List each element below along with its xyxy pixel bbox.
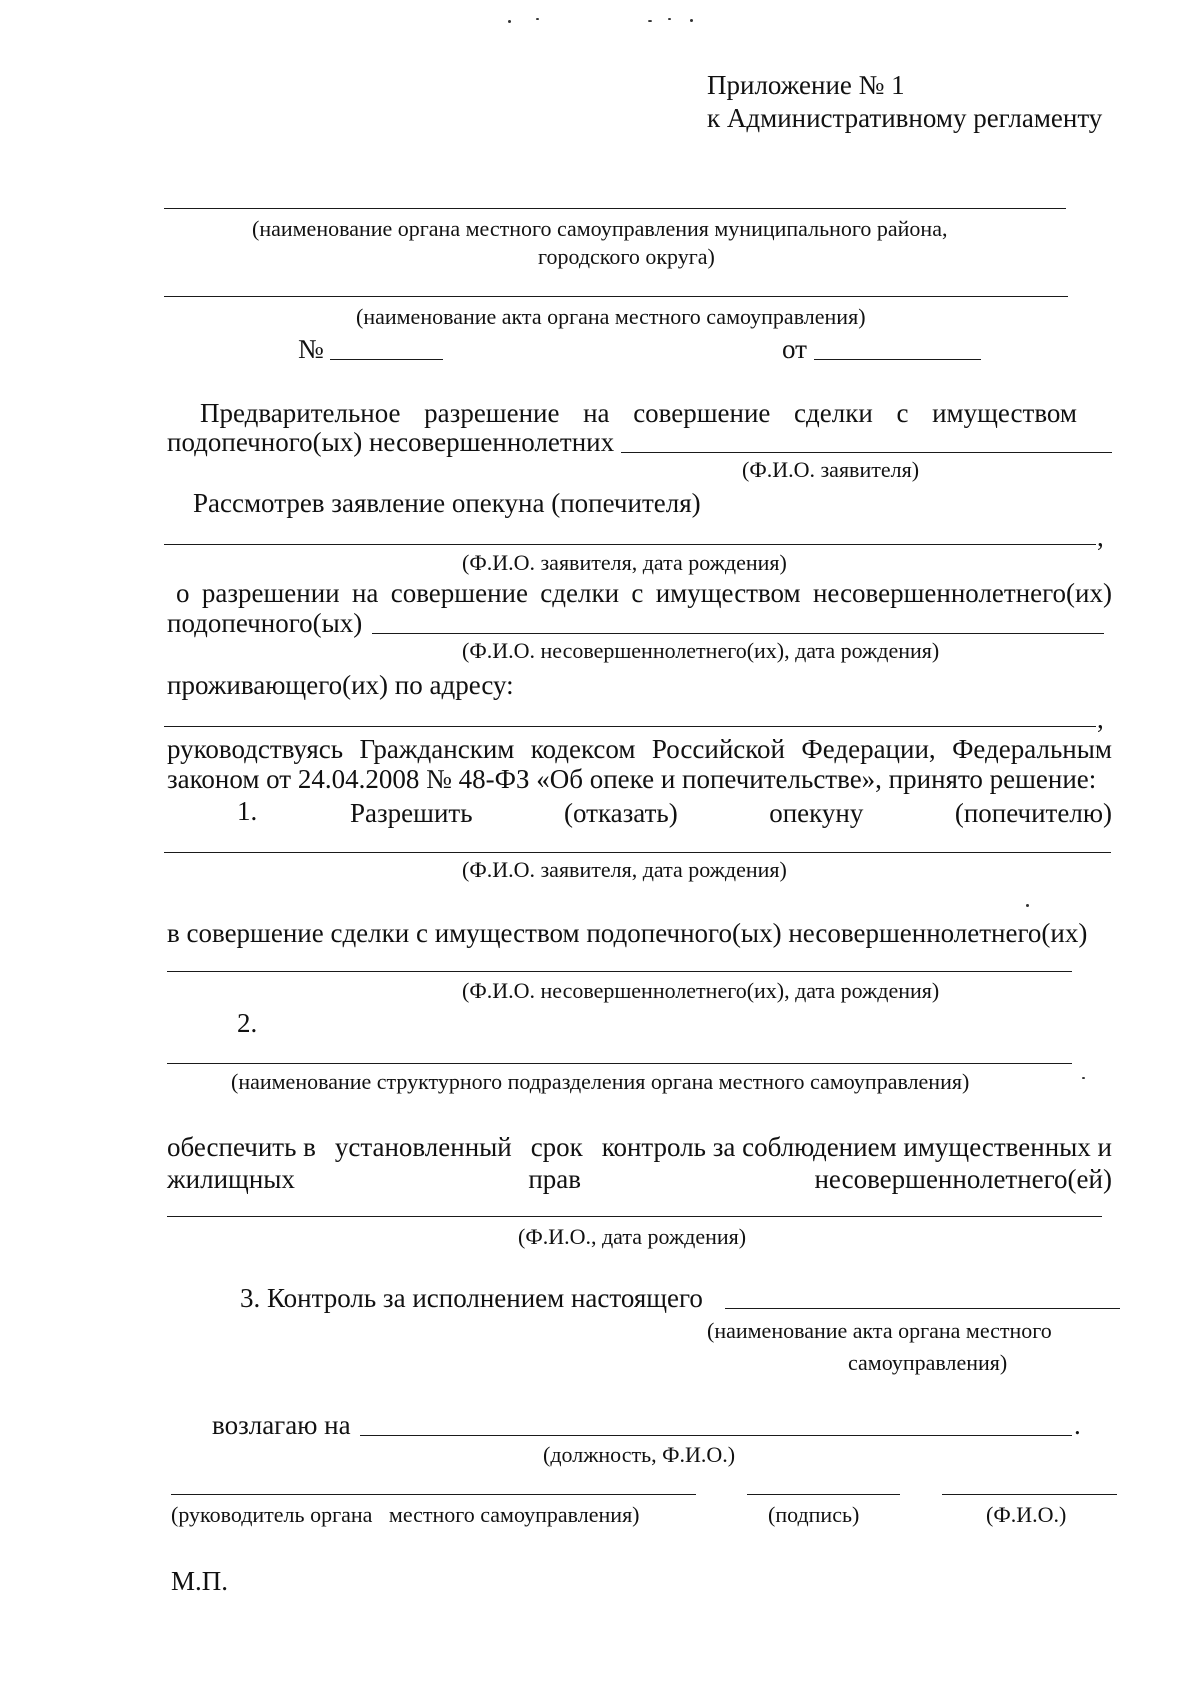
act-number-label: №: [298, 334, 324, 364]
item1-deal: в совершение сделки с имуществом подопечного(ых) несовершеннолетнего(их): [167, 918, 1088, 948]
item1-word: (отказать): [564, 798, 678, 828]
item2-person-caption: (Ф.И.О., дата рождения): [518, 1224, 747, 1249]
title-line1: [200, 398, 1077, 429]
item2-housing-word: жилищных: [167, 1164, 295, 1194]
about-word: несовершеннолетнего(их): [812, 578, 1112, 608]
act-number-line: [330, 359, 443, 360]
act-name-line: [164, 296, 1068, 297]
item2-housing-line: [167, 1164, 1112, 1195]
title-word: совершение: [633, 398, 771, 428]
name-caption: (Ф.И.О.): [986, 1502, 1067, 1527]
authority-caption-line2: городского округа): [538, 244, 715, 269]
minor-line: [372, 633, 1104, 634]
residing-label: проживающего(их) по адресу:: [167, 670, 514, 700]
title-line2: подопечного(ых) несовершеннолетних: [167, 427, 615, 457]
item1-number: 1.: [237, 796, 258, 826]
scan-mark: [1026, 904, 1029, 907]
item2-housing-word: несовершеннолетнего(ей): [814, 1164, 1112, 1194]
item1-word: Разрешить: [350, 798, 473, 828]
considered-text: Рассмотрев заявление опекуна (попечителя): [193, 488, 701, 518]
scan-mark: [536, 18, 539, 20]
law-reference: законом от 24.04.2008 № 48-ФЗ «Об опеке и попечительстве», принято решение:: [167, 764, 1097, 794]
item2-ensure-word: установленный: [334, 1132, 512, 1162]
act-date-line: [814, 359, 981, 360]
head-caption: (руководитель органа местного самоуправления): [171, 1502, 640, 1527]
item3-text: 3. Контроль за исполнением настоящего: [240, 1283, 703, 1313]
title-applicant-line: [621, 452, 1112, 453]
name-line: [942, 1494, 1117, 1495]
address-line: [164, 726, 1096, 727]
guided-word: кодексом: [530, 734, 636, 764]
item2-ensure-word: обеспечить в: [167, 1132, 316, 1162]
item2-ensure-word: контроль за соблюдением имущественных и: [601, 1132, 1112, 1162]
item2-unit-caption: (наименование структурного подразделения органа местного самоуправления): [231, 1069, 970, 1094]
guided-word: Гражданским: [359, 734, 515, 764]
seal-mark: М.П.: [171, 1566, 229, 1596]
about-word: о: [176, 578, 190, 608]
signature-caption: (подпись): [768, 1502, 860, 1527]
applicant-line-comma: ,: [1097, 522, 1104, 552]
authority-name-line: [164, 208, 1066, 209]
item3-act-caption-line2: самоуправления): [848, 1350, 1008, 1375]
about-word: с: [631, 578, 644, 608]
title-word: имуществом: [932, 398, 1077, 428]
about-word: сделки: [540, 578, 620, 608]
scan-mark: [1082, 1077, 1085, 1079]
item1-applicant-line: [164, 852, 1111, 853]
applicant-dob-caption: (Ф.И.О. заявителя, дата рождения): [462, 550, 787, 575]
item2-unit-line: [167, 1063, 1072, 1064]
guided-word: руководствуясь: [167, 734, 344, 764]
about-word: имуществом: [655, 578, 801, 608]
head-signature-line: [171, 1494, 696, 1495]
item1-word: опекуну: [769, 798, 864, 828]
scan-mark: [508, 20, 511, 23]
about-line: [176, 578, 1112, 609]
guided-word: Российской: [651, 734, 785, 764]
scan-mark: [668, 18, 671, 20]
about-word: разрешении: [201, 578, 340, 608]
item2-ensure-line: [167, 1132, 1112, 1163]
appendix-number: Приложение № 1: [707, 70, 905, 100]
item3-act-caption-line1: (наименование акта органа местного: [707, 1318, 1052, 1343]
item3-position-line: [360, 1435, 1072, 1436]
about-word: на: [351, 578, 379, 608]
title-word: на: [583, 398, 610, 428]
item2-housing-word: прав: [528, 1164, 582, 1194]
item1-line: [350, 798, 1112, 829]
item2-person-line: [167, 1216, 1102, 1217]
item3-assign-label: возлагаю на: [212, 1410, 351, 1440]
item3-act-line: [725, 1308, 1120, 1309]
item1-minor-line: [167, 971, 1072, 972]
scan-mark: [690, 19, 693, 22]
title-word: с: [896, 398, 909, 428]
ward-label: подопечного(ых): [167, 608, 363, 638]
applicant-line: [164, 544, 1096, 545]
item3-position-caption: (должность, Ф.И.О.): [543, 1442, 736, 1467]
guided-word: Федеральным: [952, 734, 1112, 764]
scan-mark: [648, 20, 652, 22]
address-line-comma: ,: [1097, 704, 1104, 734]
item1-word: (попечителю): [954, 798, 1112, 828]
act-caption: (наименование акта органа местного самоуправления): [356, 304, 866, 329]
guided-word: Федерации,: [801, 734, 936, 764]
signature-line: [747, 1494, 900, 1495]
title-applicant-caption: (Ф.И.О. заявителя): [742, 457, 920, 482]
item2-number: 2.: [237, 1008, 258, 1038]
about-word: совершение: [390, 578, 528, 608]
authority-caption-line1: (наименование органа местного самоуправления муниципального района,: [252, 216, 948, 241]
title-word: Предварительное: [200, 398, 401, 428]
title-word: разрешение: [424, 398, 560, 428]
guided-line: [167, 734, 1112, 765]
appendix-reference: к Административному регламенту: [707, 103, 1103, 133]
item1-applicant-caption: (Ф.И.О. заявителя, дата рождения): [462, 857, 787, 882]
act-date-label: от: [782, 334, 807, 364]
item3-period: .: [1074, 1410, 1081, 1440]
minor-dob-caption: (Ф.И.О. несовершеннолетнего(их), дата рождения): [462, 638, 940, 663]
item2-ensure-word: срок: [530, 1132, 583, 1162]
title-word: сделки: [794, 398, 873, 428]
item1-minor-caption: (Ф.И.О. несовершеннолетнего(их), дата рождения): [462, 978, 940, 1003]
